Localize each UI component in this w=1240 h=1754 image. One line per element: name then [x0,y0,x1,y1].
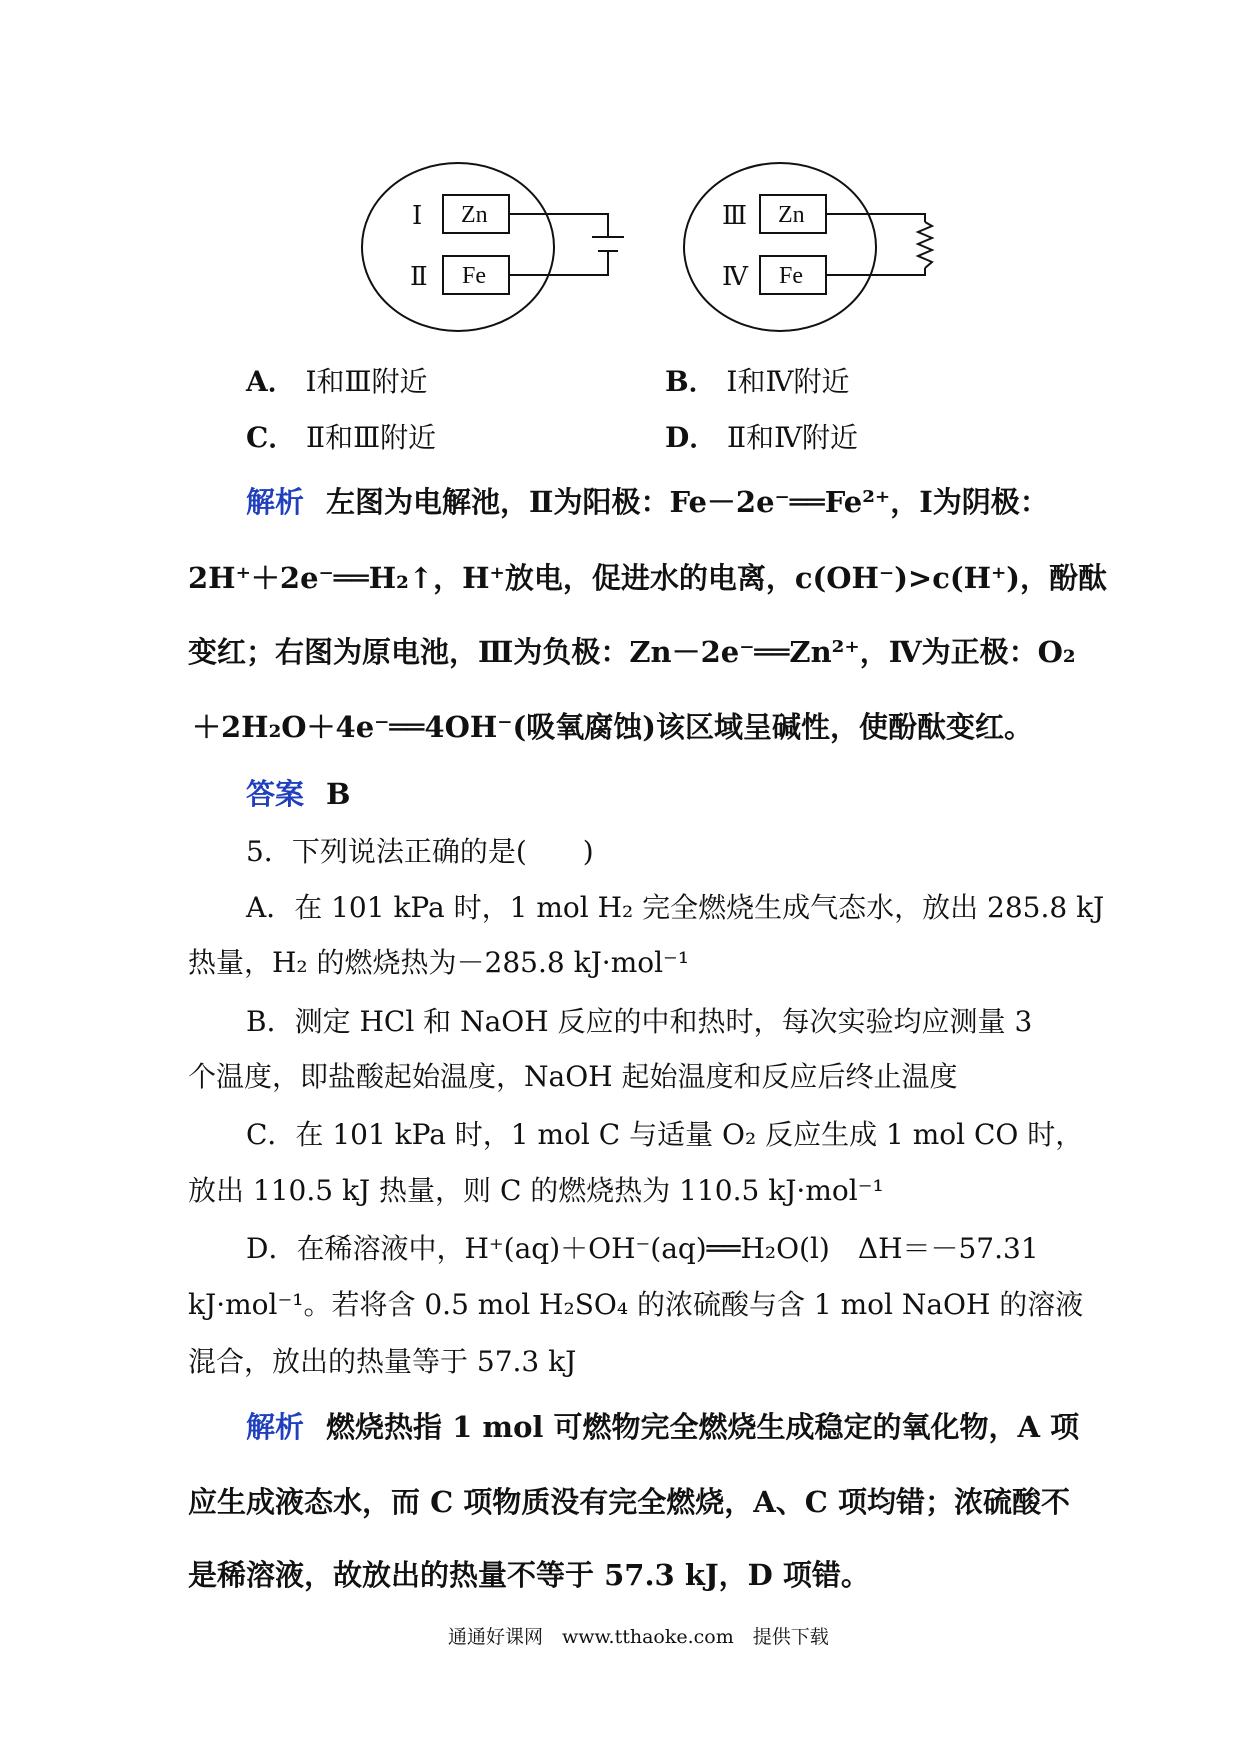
option-d-text: Ⅱ和Ⅳ附近 [727,421,859,454]
left-roman-top: Ⅰ [412,201,423,230]
q4-analysis-line-4: ＋2H₂O＋4e⁻══4OH⁻(吸氧腐蚀)该区域呈碱性，使酚酞变红。 [192,710,1033,744]
page-footer: 通通好课网 www.tthaoke.com 提供下载 [448,1626,829,1648]
q5-option-d-line-2: kJ·mol⁻¹。若将含 0.5 mol H₂SO₄ 的浓硫酸与含 1 mol NaOH 的溶液 [188,1288,1084,1321]
q5-analysis-line-3: 是稀溶液，故放出的热量不等于 57.3 kJ，D 项错。 [188,1558,870,1592]
q5-option-a-line-1: A．在 101 kPa 时，1 mol H₂ 完全燃烧生成气态水，放出 285.8 kJ [246,891,1105,924]
option-d [665,416,858,456]
resistor-icon [918,222,932,268]
option-d-label: D． [665,421,718,454]
option-b-label: B． [665,365,717,398]
q5-option-d-line-1: D．在稀溶液中，H⁺(aq)＋OH⁻(aq)══H₂O(l) ΔH＝－57.31 [246,1232,1039,1265]
q5-option-b-line-1: B．测定 HCl 和 NaOH 反应的中和热时，每次实验均应测量 3 [246,1005,1033,1038]
electrochem-diagram [0,0,1240,350]
right-roman-bottom: Ⅳ [722,262,748,291]
q5-analysis-label: 解析 [246,1410,305,1444]
option-b-text: Ⅰ和Ⅳ附近 [726,365,850,398]
right-roman-top: Ⅲ [722,201,748,230]
right-wire-bottom [826,268,925,275]
q5-analysis-line-1 [246,1405,1079,1446]
q5-option-c-line-1: C．在 101 kPa 时，1 mol C 与适量 O₂ 反应生成 1 mol CO 时， [246,1118,1084,1151]
right-cell [684,163,932,331]
option-b [665,360,849,400]
left-roman-bottom: Ⅱ [410,262,428,291]
right-fe-label: Fe [779,263,803,289]
left-wire-bottom [509,252,608,275]
right-beaker [684,163,876,331]
left-beaker [362,163,554,331]
option-c-label: C． [246,421,297,454]
option-a-label: A． [246,365,296,398]
q5-analysis-line-2: 应生成液态水，而 C 项物质没有完全燃烧，A、C 项均错；浓硫酸不 [188,1485,1070,1519]
q5-option-c-line-2: 放出 110.5 kJ 热量，则 C 的燃烧热为 110.5 kJ·mol⁻¹ [188,1174,884,1207]
q4-answer [246,772,351,813]
q4-answer-value: B [326,777,351,811]
q4-analysis-text-1: 左图为电解池，Ⅱ为阳极：Fe－2e⁻══Fe²⁺，Ⅰ为阴极： [326,485,1049,519]
left-cell [362,163,624,331]
option-a-text: Ⅰ和Ⅲ附近 [305,365,428,398]
option-a [246,360,428,400]
q5-analysis-text-1: 燃烧热指 1 mol 可燃物完全燃烧生成稳定的氧化物，A 项 [326,1410,1080,1444]
left-wire-top [509,214,608,236]
q5-stem: 5．下列说法正确的是( ) [246,835,594,868]
q4-analysis-label: 解析 [246,485,305,519]
option-c [246,416,436,456]
q4-analysis-line-3: 变红；右图为原电池，Ⅲ为负极：Zn－2e⁻══Zn²⁺，Ⅳ为正极：O₂ [188,635,1076,669]
left-fe-label: Fe [462,263,486,289]
option-c-text: Ⅱ和Ⅲ附近 [306,421,437,454]
right-wire-top [826,214,925,222]
q4-answer-label: 答案 [246,777,305,811]
q4-analysis-line-1 [246,480,1049,521]
q5-option-d-line-3: 混合，放出的热量等于 57.3 kJ [188,1345,577,1378]
right-zn-label: Zn [778,202,805,228]
q5-option-b-line-2: 个温度，即盐酸起始温度，NaOH 起始温度和反应后终止温度 [188,1060,958,1093]
left-zn-label: Zn [461,202,488,228]
q4-analysis-line-2: 2H⁺＋2e⁻══H₂↑，H⁺放电，促进水的电离，c(OH⁻)>c(H⁺)，酚酞 [188,561,1108,595]
q5-option-a-line-2: 热量，H₂ 的燃烧热为－285.8 kJ·mol⁻¹ [188,946,690,979]
